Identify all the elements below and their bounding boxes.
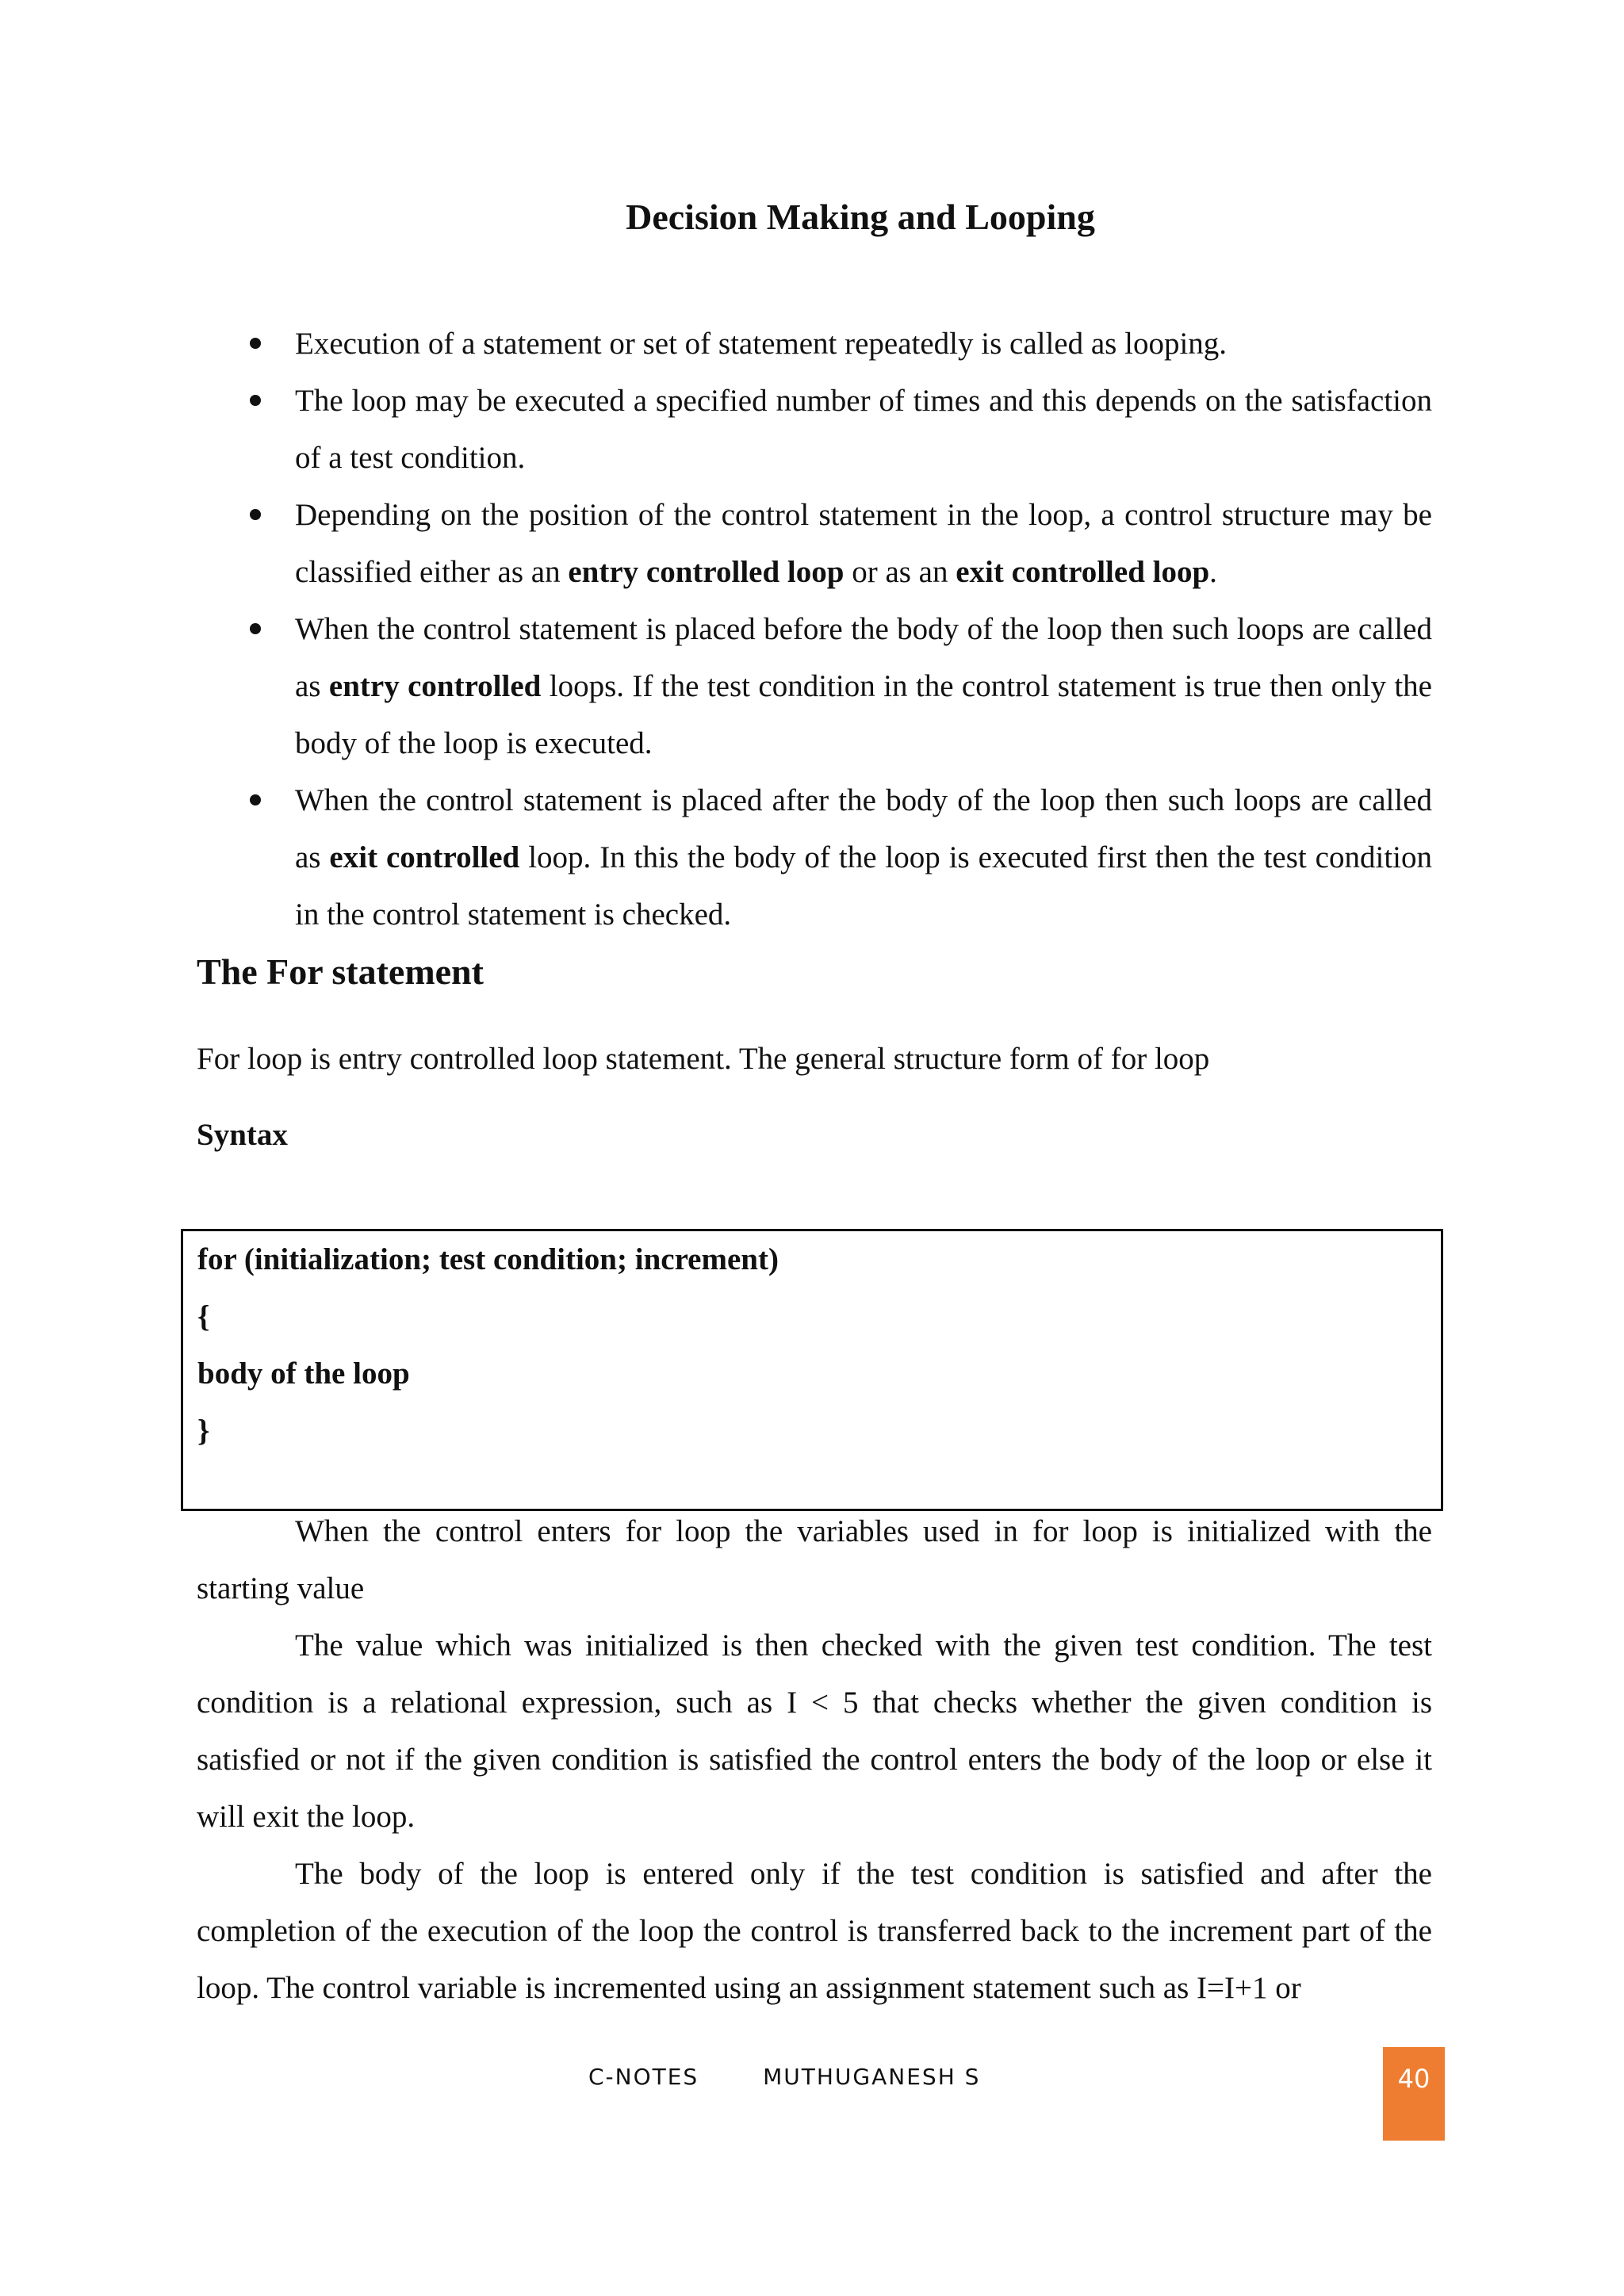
code-line-for: for (initialization; test condition; increment) (197, 1242, 779, 1276)
bullet-bold-text: exit controlled loop (956, 555, 1210, 589)
bullet-text: . (1209, 555, 1217, 589)
paragraph-increment: The body of the loop is entered only if the test condition is satisfied and after the completion of the execution of the loop the control is transferred back to the increment part of the loop. The control variable is incremented using an assignment statement such as I=I+1 or (197, 1857, 1432, 2005)
section-heading: The For statement (197, 951, 484, 992)
footer-author-label: MUTHUGANESH S (763, 2064, 981, 2090)
bullet-text: When the control statement is placed before the body of the loop then such loops are called as (295, 612, 1432, 703)
bullet-text: Depending on the position of the control statement in the loop, a control structure may be classified either as an (295, 498, 1432, 589)
bullet-text: loop. In this the body of the loop is executed first then the test condition in the control statement is checked. (295, 840, 1432, 932)
syntax-code-box (181, 1229, 1443, 1511)
page-title: Decision Making and Looping (626, 197, 1095, 237)
bullet-text: The loop may be executed a specified number of times and this depends on the satisfaction of a test condition. (295, 384, 1432, 475)
bullet-bold-text: entry controlled (328, 669, 542, 703)
bullet-item (295, 373, 1432, 487)
bullet-text: When the control statement is placed after the body of the loop then such loops are called as (295, 783, 1432, 874)
bullet-item (295, 487, 1432, 601)
bullet-item (295, 601, 1432, 772)
footer-course-label: C-NOTES (588, 2064, 699, 2090)
bullet-bold-text: entry controlled loop (568, 555, 845, 589)
code-line-close-brace: } (197, 1414, 210, 1448)
bullet-item (295, 772, 1432, 943)
code-line-body: body of the loop (197, 1357, 410, 1391)
bullet-bold-text: exit controlled (329, 840, 520, 874)
bullet-text: loops. If the test condition in the control statement is true then only the body of the loop is executed. (295, 669, 1432, 760)
page-footer (0, 2061, 1624, 2112)
bullet-text: or as an (844, 555, 956, 589)
paragraph-test-condition: The value which was initialized is then checked with the given test condition. The test condition is a relational expression, such as I < 5 that checks whether the given condition is satisfied or not if the given condition is satisfied the control enters the body of the loop or else it will exit the loop. (197, 1628, 1432, 1834)
section-intro: For loop is entry controlled loop statement. The general structure form of for loop (197, 1042, 1210, 1076)
paragraph-initialization: When the control enters for loop the variables used in for loop is initialized with the starting value (197, 1514, 1432, 1605)
bullet-item (295, 316, 1432, 373)
code-line-open-brace: { (197, 1299, 210, 1334)
syntax-label: Syntax (197, 1118, 288, 1152)
bullet-list (295, 316, 1432, 943)
bullet-text: Execution of a statement or set of statement repeatedly is called as looping. (295, 327, 1228, 361)
footer-text (588, 2061, 1036, 2093)
page-number-badge: 40 (1383, 2047, 1445, 2141)
